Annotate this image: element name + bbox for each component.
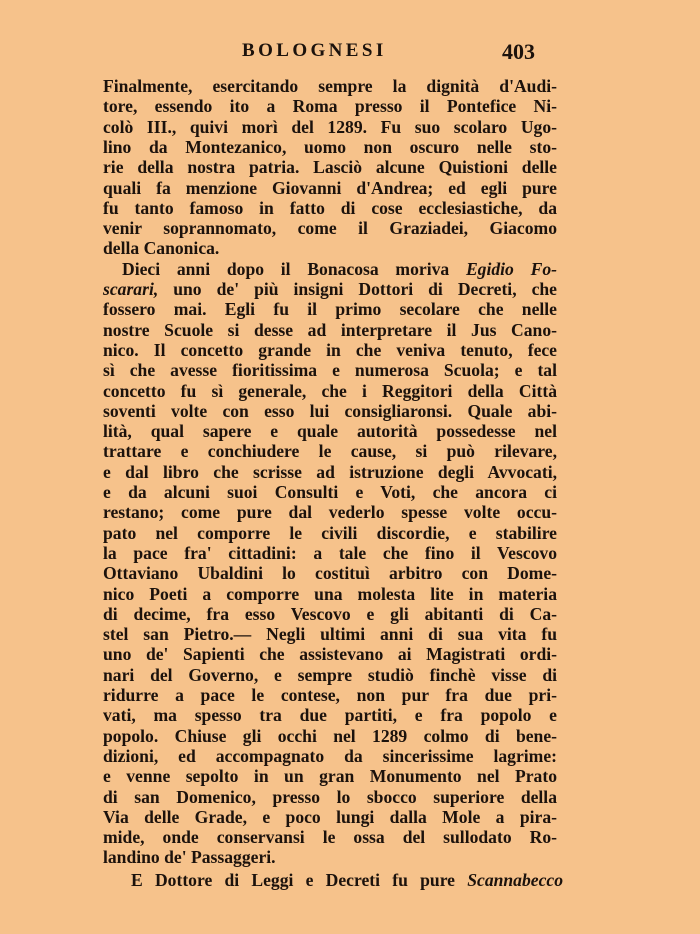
text-line: e dal libro che scrisse ad istruzione degli Avvocati, [103, 461, 557, 482]
text-line: quali fa menzione Giovanni d'Andrea; ed egli pure [103, 177, 557, 198]
text-line: ridurre a pace le contese, non pur fra due pri- [103, 685, 557, 705]
text-line: vati, ma spesso tra due partiti, e fra popolo e [103, 705, 557, 726]
italic-name: Egidio Fo- [465, 258, 557, 279]
text-line: mide, onde conservansi le ossa del sullodato Ro- [103, 827, 557, 848]
text-line: e da alcuni suoi Consulti e Voti, che ancora ci [103, 482, 557, 502]
running-head: BOLOGNESI [242, 40, 387, 61]
text-line: lità, qual sapere e quale autorità possedesse nel [103, 421, 557, 442]
text-line [122, 259, 557, 280]
text-line: lino da Montezanico, uomo non oscuro nelle sto- [103, 136, 557, 157]
text-line: concetto fu sì generale, che i Reggitori della Città [103, 380, 557, 401]
text-line: uno de' Sapienti che assistevano ai Magistrati ordi- [103, 644, 557, 665]
text-line: sì che avesse fioritissima e numerosa Scuola; e tal [103, 360, 557, 381]
page-number: 403 [502, 39, 535, 64]
text-line: trattare e conchiudere le cause, si può rilevare, [103, 441, 557, 462]
text-run: E Dottore di Leggi e Decreti fu pure [131, 869, 468, 890]
text-line: Via delle Grade, e poco lungi dalla Mole a pira- [103, 806, 557, 827]
text-line: nico Poeti a comporre una molesta lite in materia [103, 583, 557, 604]
text-line: dizioni, ed accompagnato da sincerissime lagrime: [103, 745, 557, 766]
text-line: nico. Il concetto grande in che veniva tenuto, fece [103, 339, 557, 360]
text-line: Ottaviano Ubaldini lo costituì arbitro con Dome- [103, 563, 557, 584]
text-run: uno de' più insigni Dottori di Decreti, che [158, 279, 557, 299]
text-line: nostre Scuole si desse ad interpretare il Jus Cano- [103, 319, 557, 340]
text-line: la pace fra' cittadini: a tale che fino il Vescovo [103, 542, 557, 563]
text-line: tore, essendo ito a Roma presso il Pontefice Ni- [103, 96, 557, 117]
text-line [131, 870, 563, 891]
text-line: stel san Pietro.— Negli ultimi anni di sua vita fu [103, 624, 557, 645]
text-line: nari del Governo, e sempre studiò finchè visse di [103, 664, 557, 685]
text-line: e venne sepolto in un gran Monumento nel Prato [103, 766, 557, 787]
text-line: restano; come pure dal vederlo spesse volte occu- [103, 502, 557, 523]
text-line: fossero mai. Egli fu il primo secolare che nelle [103, 299, 557, 320]
text-line: Finalmente, esercitando sempre la dignità d'Audi- [103, 76, 557, 96]
text-line: landino de' Passaggeri. [103, 847, 276, 868]
text-line: fu tanto famoso in fatto di cose ecclesiastiche, da [103, 197, 557, 218]
text-line: di decime, fra esso Vescovo e gli abitanti di Ca- [103, 603, 557, 624]
text-line: di san Domenico, presso lo sbocco superiore della [103, 786, 557, 807]
text-line: venir soprannomato, come il Graziadei, Giacomo [103, 218, 557, 239]
text-line: pato nel comporre le civili discordie, e stabilire [103, 522, 557, 543]
text-line: della Canonica. [103, 238, 220, 259]
text-run: Dieci anni dopo il Bonacosa moriva [122, 258, 466, 279]
text-line: popolo. Chiuse gli occhi nel 1289 colmo di bene- [103, 725, 557, 746]
text-line: soventi volte con esso lui consigliaronsi. Quale abi- [103, 400, 557, 421]
page-header [0, 40, 700, 70]
italic-name: scarari, [103, 279, 159, 299]
text-line [103, 279, 557, 300]
italic-name: Scannabecco [467, 869, 563, 890]
text-line: colò III., quivi morì del 1289. Fu suo scolaro Ugo- [103, 116, 557, 137]
text-line: rie della nostra patria. Lasciò alcune Quistioni delle [103, 157, 557, 178]
